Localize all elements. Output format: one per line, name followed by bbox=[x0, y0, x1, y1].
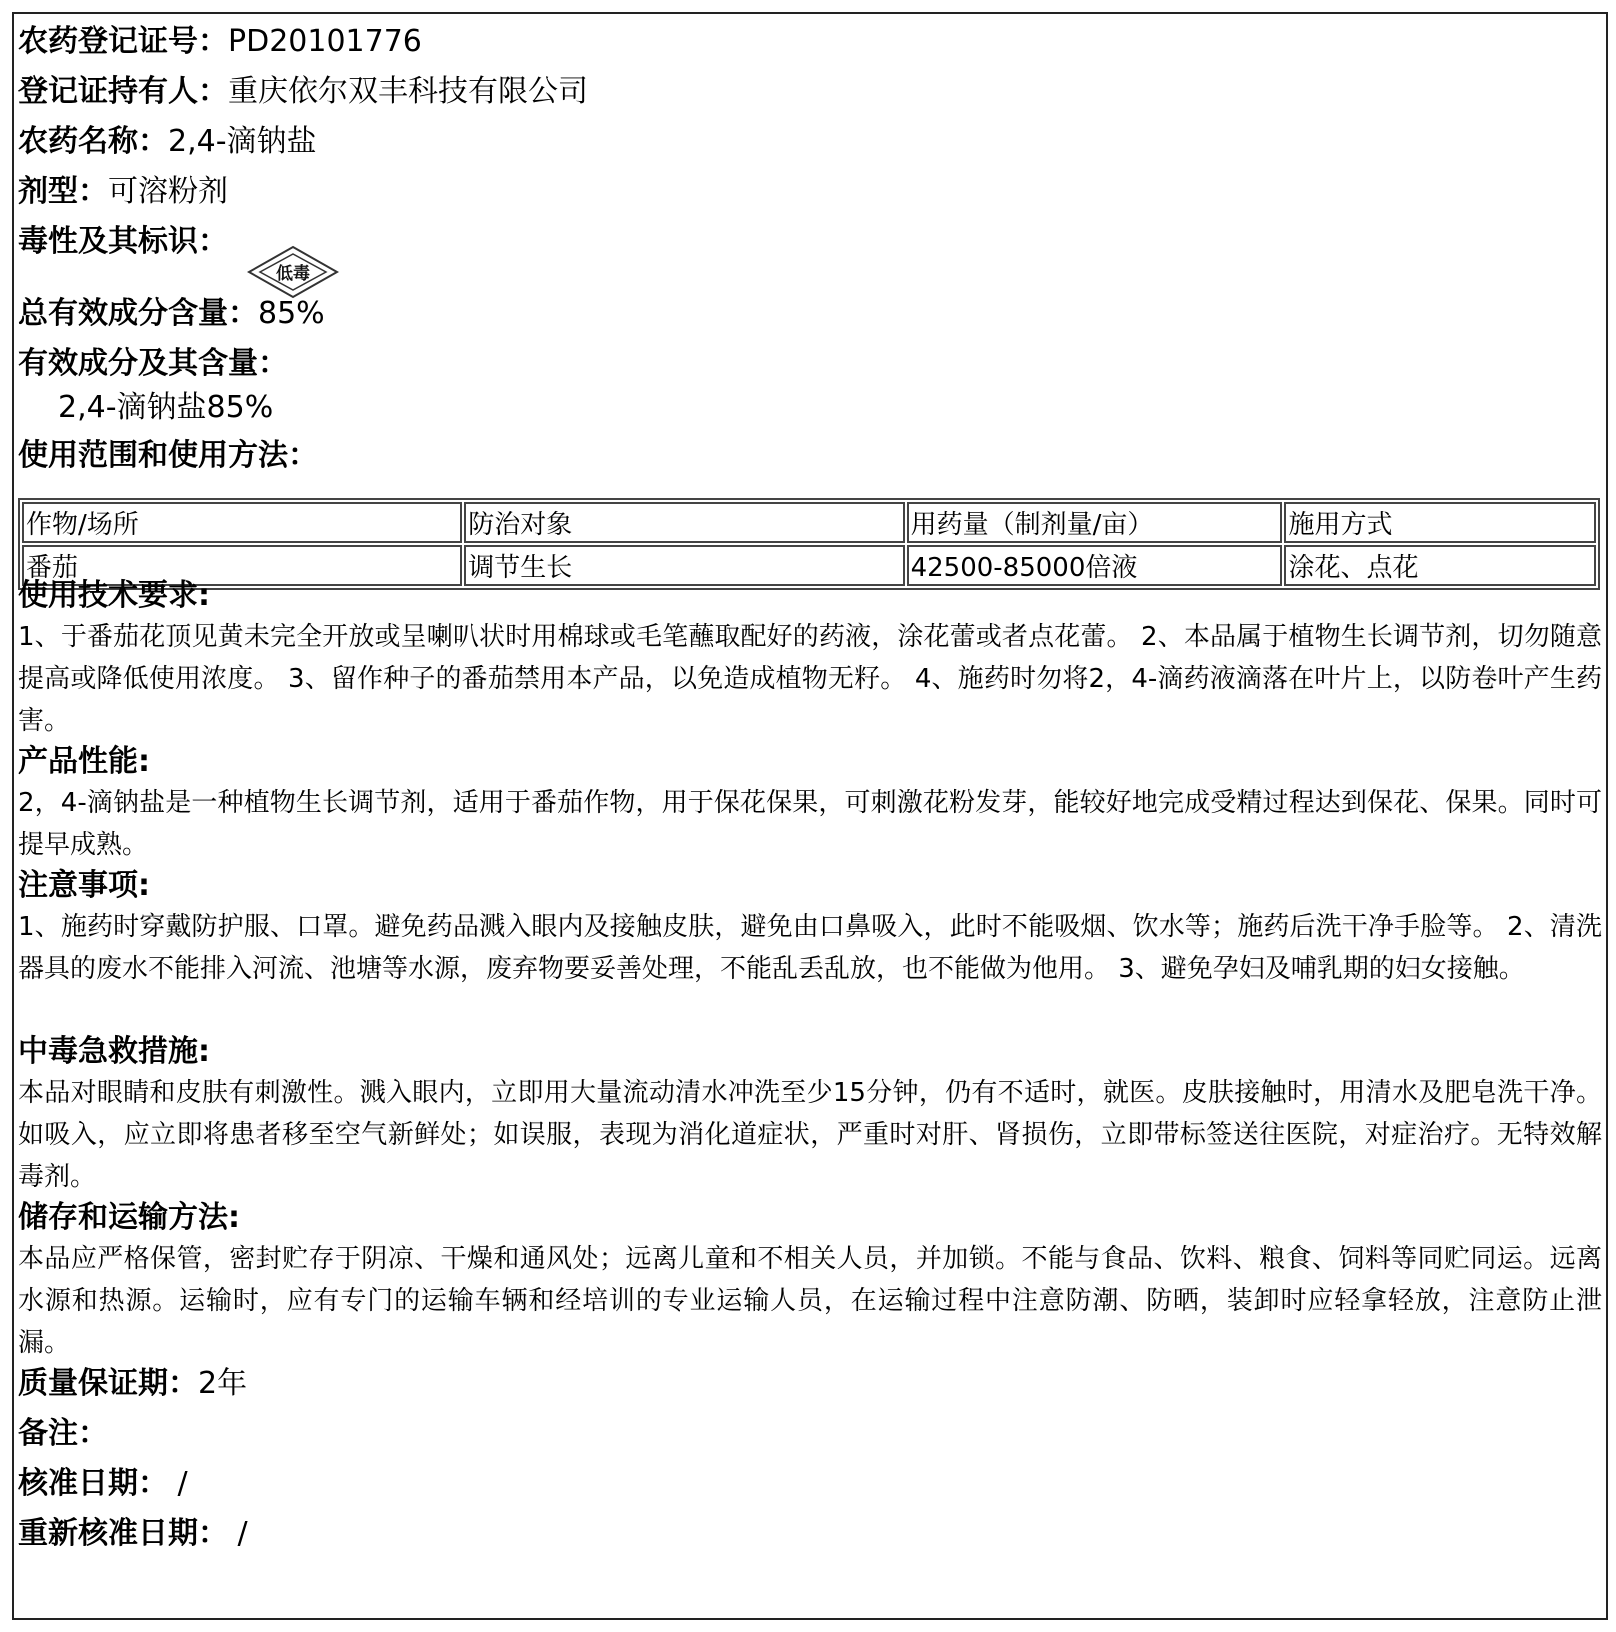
table-header-cell: 用药量（制剂量/亩） bbox=[907, 502, 1283, 543]
name-value: 2,4-滴钠盐 bbox=[168, 124, 317, 159]
storage-text: 本品应严格保管，密封贮存于阴凉、干燥和通风处；远离儿童和不相关人员，并加锁。不能与食品、饮料、粮食、饲料等同贮同运。远离水源和热源。运输时，应有专门的运输车辆和经培训的专业运输人员，在运输过程中注意防潮、防晒，装卸时应轻拿轻放，注意防止泄漏。 bbox=[18, 1244, 1602, 1358]
storage-heading bbox=[18, 1198, 240, 1238]
approval-date-label: 核准日期： bbox=[18, 1466, 168, 1501]
formulation-label: 剂型： bbox=[18, 174, 108, 209]
tech-text: 1、于番茄花顶见黄未完全开放或呈喇叭状时用棉球或毛笔蘸取配好的药液，涂花蕾或者点花蕾。 2、本品属于植物生长调节剂，切勿随意提高或降低使用浓度。 3、留作种子的番茄禁用本产品，以免造成植物无籽。 4、施药时勿将2，4-滴药液滴落在叶片上，以防卷叶产生药害。 bbox=[18, 622, 1602, 736]
table-cell: 调节生长 bbox=[464, 545, 904, 586]
ingredients-row bbox=[18, 344, 288, 384]
table-row bbox=[22, 545, 1596, 586]
shelf-life-row bbox=[18, 1364, 247, 1404]
low-toxicity-badge bbox=[246, 244, 340, 300]
performance-heading bbox=[18, 742, 150, 782]
reg-no-label: 农药登记证号： bbox=[18, 24, 228, 59]
tech-label: 使用技术要求: bbox=[18, 578, 210, 613]
remarks-label: 备注： bbox=[18, 1416, 108, 1451]
table-header-cell: 施用方式 bbox=[1284, 502, 1596, 543]
table-cell: 番茄 bbox=[22, 545, 462, 586]
firstaid-label: 中毒急救措施: bbox=[18, 1034, 210, 1069]
toxicity-label: 毒性及其标识： bbox=[18, 224, 228, 259]
total-content-row bbox=[18, 294, 325, 334]
remarks-row bbox=[18, 1414, 108, 1454]
ingredients-value: 2,4-滴钠盐85% bbox=[58, 390, 274, 425]
reapproval-date-label: 重新核准日期： bbox=[18, 1516, 228, 1551]
approval-date-row bbox=[18, 1464, 188, 1504]
table-cell: 涂花、点花 bbox=[1284, 545, 1596, 586]
approval-date-value: / bbox=[168, 1466, 188, 1501]
performance-text: 2，4-滴钠盐是一种植物生长调节剂，适用于番茄作物，用于保花保果，可刺激花粉发芽，能较好地完成受精过程达到保花、保果。同时可提早成熟。 bbox=[18, 788, 1602, 860]
total-content-value: 85% bbox=[258, 296, 325, 331]
formulation-row bbox=[18, 172, 228, 212]
toxicity-row bbox=[18, 222, 228, 262]
ingredients-label: 有效成分及其含量： bbox=[18, 346, 288, 381]
tech-heading bbox=[18, 576, 210, 616]
formulation-value: 可溶粉剂 bbox=[108, 174, 228, 209]
table-cell: 42500-85000倍液 bbox=[907, 545, 1283, 586]
reapproval-date-value: / bbox=[228, 1516, 248, 1551]
holder-value: 重庆依尔双丰科技有限公司 bbox=[228, 74, 588, 109]
holder-row bbox=[18, 72, 588, 112]
name-label: 农药名称： bbox=[18, 124, 168, 159]
usage-table bbox=[18, 498, 1600, 590]
reg-no-value: PD20101776 bbox=[228, 24, 422, 59]
firstaid-text: 本品对眼睛和皮肤有刺激性。溅入眼内，立即用大量流动清水冲洗至少15分钟，仍有不适时，就医。皮肤接触时，用清水及肥皂洗干净。如吸入，应立即将患者移至空气新鲜处；如误服，表现为消化道症状，严重时对肝、肾损伤，立即带标签送往医院，对症治疗。无特效解毒剂。 bbox=[18, 1078, 1602, 1192]
firstaid-heading bbox=[18, 1032, 210, 1072]
storage-label: 储存和运输方法: bbox=[18, 1200, 240, 1235]
shelf-life-label: 质量保证期： bbox=[18, 1366, 198, 1401]
caution-heading bbox=[18, 866, 150, 906]
caution-label: 注意事项: bbox=[18, 868, 150, 903]
total-content-label: 总有效成分含量： bbox=[18, 296, 258, 331]
reg-no-row bbox=[18, 22, 422, 62]
performance-label: 产品性能: bbox=[18, 744, 150, 779]
usage-label: 使用范围和使用方法： bbox=[18, 438, 318, 473]
holder-label: 登记证持有人： bbox=[18, 74, 228, 109]
name-row bbox=[18, 122, 317, 162]
usage-row bbox=[18, 436, 318, 476]
table-header-row bbox=[22, 502, 1596, 543]
shelf-life-value: 2年 bbox=[198, 1366, 248, 1401]
table-header-cell: 防治对象 bbox=[464, 502, 904, 543]
table-header-cell: 作物/场所 bbox=[22, 502, 462, 543]
badge-text: 低毒 bbox=[276, 264, 310, 284]
reapproval-date-row bbox=[18, 1514, 248, 1554]
caution-text: 1、施药时穿戴防护服、口罩。避免药品溅入眼内及接触皮肤，避免由口鼻吸入，此时不能吸烟、饮水等；施药后洗干净手脸等。 2、清洗器具的废水不能排入河流、池塘等水源，废弃物要妥善处理，不能乱丢乱放，也不能做为他用。 3、避免孕妇及哺乳期的妇女接触。 bbox=[18, 912, 1602, 984]
